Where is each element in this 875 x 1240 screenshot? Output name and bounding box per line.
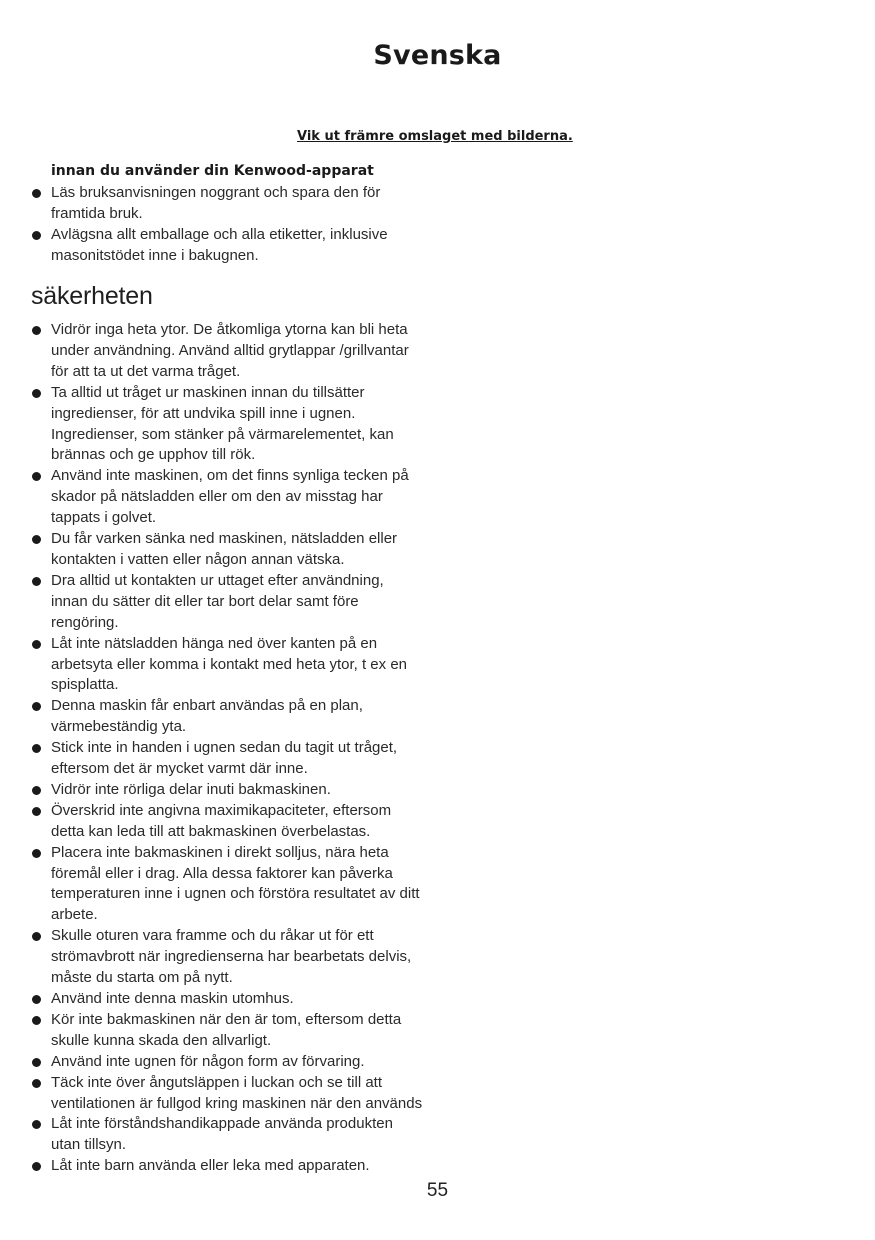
- safety-bullet-item: Ta alltid ut tråget ur maskinen innan du tillsätter ingredienser, för att undvika spill inne i ugnen. Ingredienser, som stänker på värmarelementet, kan brännas och ge upphov till rök.: [30, 383, 440, 467]
- safety-bullet-item: Använd inte ugnen för någon form av förvaring.: [30, 1052, 440, 1073]
- intro-bullet-item: Avlägsna allt emballage och alla etiketter, inklusive masonitstödet inne i bakugnen.: [30, 225, 440, 267]
- page-number: 55: [426, 1180, 449, 1201]
- safety-bullet-item: Låt inte förståndshandikappade använda produkten utan tillsyn.: [30, 1114, 440, 1156]
- safety-bullet-item: Placera inte bakmaskinen i direkt solljus, nära heta föremål eller i drag. Alla dessa faktorer kan påverka temperaturen inne i ugnen och förstöra resultatet av ditt arbete.: [30, 843, 440, 927]
- safety-bullet-item: Du får varken sänka ned maskinen, nätsladden eller kontakten i vatten eller någon annan vätska.: [30, 529, 440, 571]
- safety-bullet-item: Dra alltid ut kontakten ur uttaget efter användning, innan du sätter dit eller tar bort delar samt före rengöring.: [30, 571, 440, 634]
- safety-bullet-item: Denna maskin får enbart användas på en plan, värmebeständig yta.: [30, 696, 440, 738]
- safety-bullet-item: Använd inte maskinen, om det finns synliga tecken på skador på nätsladden eller om den av misstag har tappats i golvet.: [30, 466, 440, 529]
- safety-bullet-list: [30, 320, 440, 1177]
- safety-bullet-item: Kör inte bakmaskinen när den är tom, eftersom detta skulle kunna skada den allvarligt.: [30, 1010, 440, 1052]
- safety-bullet-item: Täck inte över ångutsläppen i luckan och se till att ventilationen är fullgod kring maskinen när den används: [30, 1073, 440, 1115]
- safety-bullet-item: Låt inte nätsladden hänga ned över kanten på en arbetsyta eller komma i kontakt med heta ytor, t ex en spisplatta.: [30, 634, 440, 697]
- intro-bullet-list: [30, 183, 440, 267]
- safety-bullet-item: Låt inte barn använda eller leka med apparaten.: [30, 1156, 440, 1177]
- intro-section: [30, 183, 440, 267]
- safety-bullet-item: Stick inte in handen i ugnen sedan du tagit ut tråget, eftersom det är mycket varmt där inne.: [30, 738, 440, 780]
- safety-bullet-item: Vidrör inte rörliga delar inuti bakmaskinen.: [30, 780, 440, 801]
- safety-section: [30, 320, 440, 1177]
- safety-bullet-item: Överskrid inte angivna maximikapaciteter, eftersom detta kan leda till att bakmaskinen överbelastas.: [30, 801, 440, 843]
- safety-bullet-item: Skulle oturen vara framme och du råkar ut för ett strömavbrott när ingredienserna har bearbetats delvis, måste du starta om på nytt.: [30, 926, 440, 989]
- safety-bullet-item: Vidrör inga heta ytor. De åtkomliga ytorna kan bli heta under användning. Använd alltid grytlappar /grillvantar för att ta ut det varma tråget.: [30, 320, 440, 383]
- intro-bullet-item: Läs bruksanvisningen noggrant och spara den för framtida bruk.: [30, 183, 440, 225]
- safety-section-title: säkerheten: [31, 282, 153, 310]
- page-title: Svenska: [373, 40, 502, 71]
- fold-out-note: Vik ut främre omslaget med bilderna.: [297, 129, 573, 144]
- safety-bullet-item: Använd inte denna maskin utomhus.: [30, 989, 440, 1010]
- intro-heading: innan du använder din Kenwood-apparat: [51, 163, 374, 179]
